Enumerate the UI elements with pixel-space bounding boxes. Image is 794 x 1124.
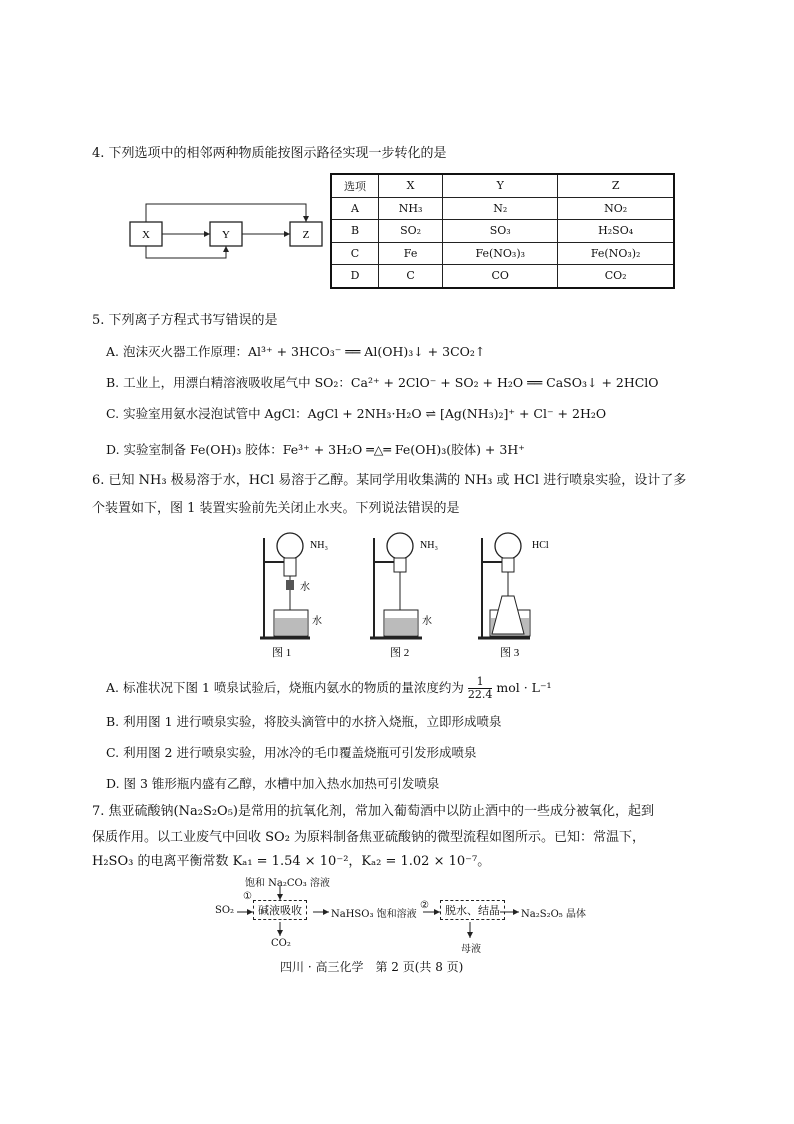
table-row [331, 220, 674, 243]
flow-out1: CO₂ [271, 938, 291, 949]
figure-3-caption: 图 3 [500, 647, 520, 659]
q6-stem-line1: 6. 已知 NH₃ 极易溶于水，HCl 易溶于乙醇。某同学用收集满的 NH₃ 或 HCl 进行喷泉实验，设计了多 [92, 473, 687, 488]
q5-option-c: C. 实验室用氨水浸泡试管中 AgCl：AgCl + 2NH₃·H₂O ⇌ [Ag(NH₃)₂]⁺ + Cl⁻ + 2H₂O [106, 406, 607, 421]
table-header: Y [443, 174, 558, 197]
table-row [331, 265, 674, 288]
diagram-y: Y [222, 229, 230, 241]
figure-3-apparatus [478, 533, 549, 659]
table-header: 选项 [331, 174, 379, 197]
fraction-numerator: 1 [468, 676, 493, 689]
table-cell: C [379, 265, 443, 288]
option-a-unit: mol · L⁻¹ [496, 680, 552, 695]
q5-stem: 5. 下列离子方程式书写错误的是 [92, 313, 278, 328]
q6-stem-line2: 个装置如下，图 1 装置实验前先关闭止水夹。下列说法错误的是 [92, 501, 460, 516]
concentration-fraction [468, 676, 493, 701]
table-cell: Fe(NO₃)₃ [443, 242, 558, 265]
figure-2-apparatus [370, 533, 438, 659]
q6-option-c: C. 利用图 2 进行喷泉实验，用冰冷的毛巾覆盖烧瓶可引发形成喷泉 [106, 745, 477, 760]
table-cell: C [331, 242, 379, 265]
page-footer: 四川 · 高三化学 第 2 页(共 8 页) [280, 960, 464, 974]
table-cell: SO₂ [379, 220, 443, 243]
figure-1-caption: 图 1 [272, 647, 292, 659]
table-header-row [331, 174, 674, 197]
figure-1-apparatus [260, 533, 328, 659]
q4-conversion-diagram [125, 192, 325, 262]
figure-1-trough-label: 水 [312, 616, 322, 627]
table-cell: CO [443, 265, 558, 288]
q5-option-a: A. 泡沫灭火器工作原理：Al³⁺ + 3HCO₃⁻ ══ Al(OH)₃↓ + 3CO₂↑ [106, 344, 486, 359]
table-cell: NO₂ [558, 197, 674, 220]
table-cell: A [331, 197, 379, 220]
flow-input: SO₂ [215, 905, 235, 916]
flow-arrows [215, 874, 615, 954]
figure-2-gas-label: NH₃ [420, 540, 438, 551]
figure-2-trough-label: 水 [422, 616, 432, 627]
figure-1-gas-label: NH₃ [310, 540, 328, 551]
q7-line1: 7. 焦亚硫酸钠(Na₂S₂O₅)是常用的抗氧化剂，常加入葡萄酒中以防止酒中的一些成分被氧化，起到 [92, 804, 655, 819]
table-cell: CO₂ [558, 265, 674, 288]
table-row [331, 242, 674, 265]
table-cell: H₂SO₄ [558, 220, 674, 243]
flow-product: Na₂S₂O₅ 晶体 [521, 909, 586, 920]
flow-step1: ① [243, 891, 252, 902]
table-cell: D [331, 265, 379, 288]
figure-2-caption: 图 2 [390, 647, 410, 659]
table-cell: B [331, 220, 379, 243]
q6-apparatus-figures [250, 528, 570, 660]
figure-1-water-label: 水 [300, 582, 310, 593]
table-cell: SO₃ [443, 220, 558, 243]
q7-flow-diagram [215, 874, 615, 954]
diagram-z: Z [302, 229, 310, 241]
q4-stem: 4. 下列选项中的相邻两种物质能按图示路径实现一步转化的是 [92, 146, 447, 161]
q6-option-a [106, 676, 552, 701]
flow-mid: NaHSO₃ 饱和溶液 [331, 909, 417, 920]
table-row [331, 197, 674, 220]
flow-reagent: 饱和 Na₂CO₃ 溶液 [245, 878, 330, 889]
q6-option-b: B. 利用图 1 进行喷泉实验，将胶头滴管中的水挤入烧瓶，立即形成喷泉 [106, 714, 502, 729]
table-cell: N₂ [443, 197, 558, 220]
table-cell: NH₃ [379, 197, 443, 220]
table-cell: Fe [379, 242, 443, 265]
q5-option-b: B. 工业上，用漂白精溶液吸收尾气中 SO₂：Ca²⁺ + 2ClO⁻ + SO₂ + H₂O ══ CaSO₃↓ + 2HClO [106, 375, 659, 390]
q4-options-table [330, 173, 675, 289]
fraction-denominator: 22.4 [467, 688, 493, 701]
table-cell: Fe(NO₃)₂ [558, 242, 674, 265]
flow-out2: 母液 [461, 944, 481, 955]
q6-option-d: D. 图 3 锥形瓶内盛有乙醇，水槽中加入热水加热可引发喷泉 [106, 776, 440, 791]
flow-box-absorb: 碱液吸收 [253, 900, 307, 920]
q7-line3: H₂SO₃ 的电离平衡常数 Kₐ₁ = 1.54 × 10⁻²，Kₐ₂ = 1.02 × 10⁻⁷。 [92, 854, 491, 869]
figure-3-gas-label: HCl [532, 540, 549, 551]
q7-line2: 保质作用。以工业废气中回收 SO₂ 为原料制备焦亚硫酸钠的微型流程如图所示。已知：常温下， [92, 830, 646, 845]
table-header: Z [558, 174, 674, 197]
q5-option-d: D. 实验室制备 Fe(OH)₃ 胶体：Fe³⁺ + 3H₂O ═△═ Fe(OH)₃(胶体) + 3H⁺ [106, 442, 525, 457]
option-a-text: A. 标准状况下图 1 喷泉试验后，烧瓶内氨水的物质的量浓度约为 [106, 680, 464, 695]
flow-box-dehydrate: 脱水、结晶 [440, 900, 505, 920]
diagram-x: X [142, 229, 150, 241]
flow-step2: ② [420, 900, 429, 911]
table-header: X [379, 174, 443, 197]
